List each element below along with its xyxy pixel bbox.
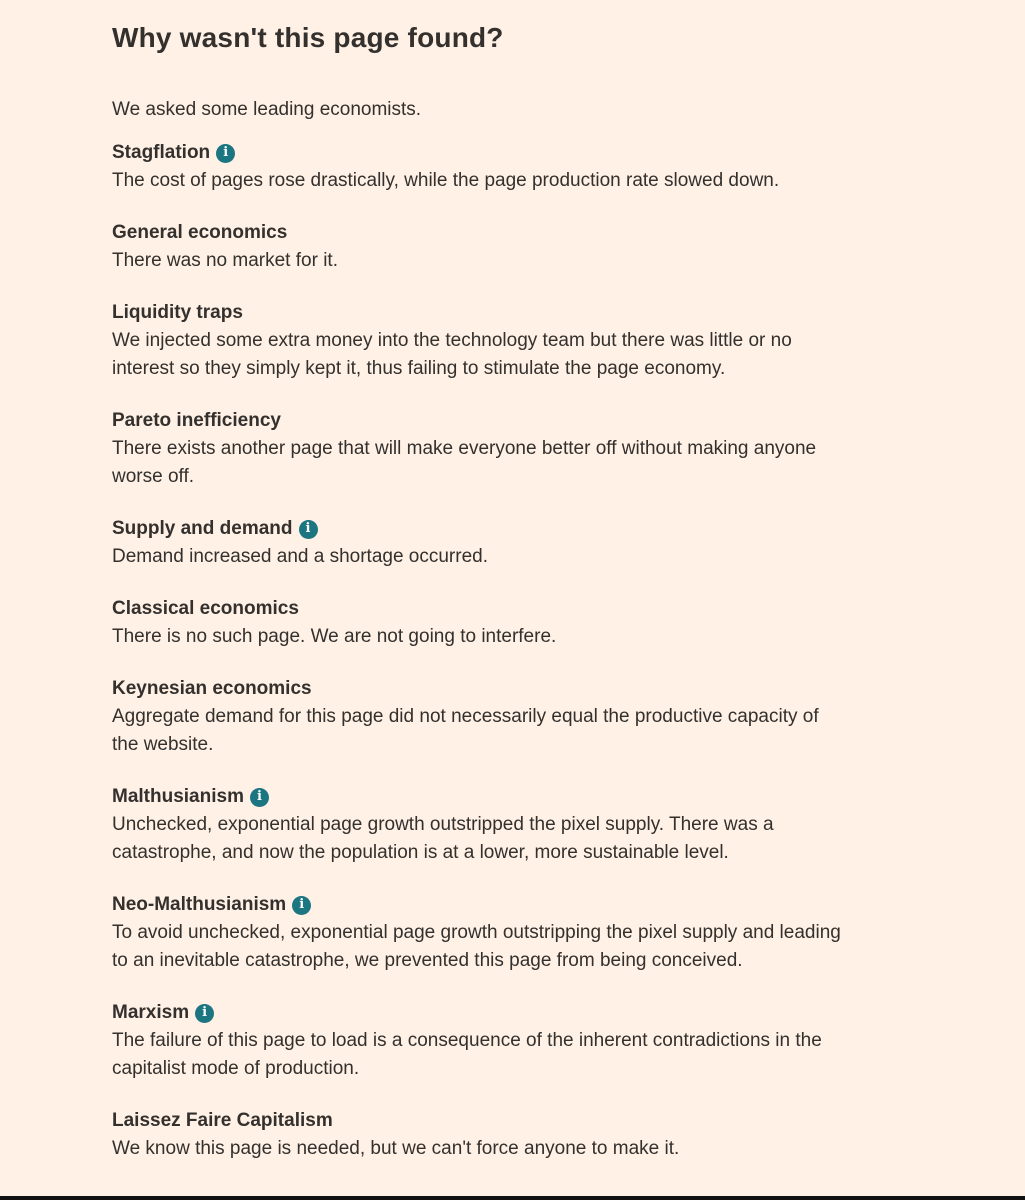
main-content [112, 20, 842, 1187]
entry-heading-text: Malthusianism [112, 786, 244, 807]
entry-heading [112, 595, 842, 623]
entry-body: We injected some extra money into the technology team but there was little or no interest so they simply kept it, thus failing to stimulate the page economy. [112, 330, 792, 379]
entry-heading-text: Neo-Malthusianism [112, 894, 287, 915]
entry-heading [112, 783, 842, 811]
page-title: Why wasn't this page found? [112, 22, 504, 53]
entry-heading [112, 139, 842, 167]
entry-body: We know this page is needed, but we can't force anyone to make it. [112, 1138, 680, 1159]
entry-heading [112, 219, 842, 247]
entry-heading-text: Pareto inefficiency [112, 410, 281, 431]
entry-body: Unchecked, exponential page growth outstripped the pixel supply. There was a catastrophe, and now the population is at a lower, more sustainable level. [112, 814, 774, 863]
entry-heading [112, 999, 842, 1027]
list-item-general-economics [112, 219, 842, 275]
list-item-keynesian-economics [112, 675, 842, 759]
entry-body: The cost of pages rose drastically, while the page production rate slowed down. [112, 170, 780, 191]
entry-heading [112, 1107, 842, 1135]
entry-body: There was no market for it. [112, 250, 338, 271]
entry-body: There is no such page. We are not going to interfere. [112, 626, 557, 647]
list-item-supply-and-demand [112, 515, 842, 571]
entry-heading-text: Liquidity traps [112, 302, 243, 323]
entry-heading-text: Laissez Faire Capitalism [112, 1110, 333, 1131]
entry-heading [112, 407, 842, 435]
info-icon[interactable]: i [250, 788, 269, 807]
info-icon[interactable]: i [195, 1004, 214, 1023]
list-item-laissez-faire-capitalism [112, 1107, 842, 1163]
entry-heading [112, 675, 842, 703]
list-item-liquidity-traps [112, 299, 842, 383]
bottom-edge-bar [0, 1196, 1025, 1200]
entry-body: There exists another page that will make everyone better off without making anyone worse off. [112, 438, 817, 487]
entry-heading [112, 891, 842, 919]
entry-heading-text: Keynesian economics [112, 678, 312, 699]
list-item-classical-economics [112, 595, 842, 651]
info-icon[interactable]: i [299, 520, 318, 539]
entry-heading-text: Supply and demand [112, 518, 293, 539]
entry-heading [112, 299, 842, 327]
entry-heading-text: Stagflation [112, 142, 211, 163]
list-item-marxism [112, 999, 842, 1083]
entry-body: The failure of this page to load is a consequence of the inherent contradictions in the capitalist mode of production. [112, 1030, 822, 1079]
entry-body: Aggregate demand for this page did not necessarily equal the productive capacity of the website. [112, 706, 819, 755]
list-item-pareto-inefficiency [112, 407, 842, 491]
entry-heading-text: Classical economics [112, 598, 299, 619]
list-item-neo-malthusianism [112, 891, 842, 975]
entry-body: To avoid unchecked, exponential page growth outstripping the pixel supply and leading to an inevitable catastrophe, we prevented this page from being conceived. [112, 922, 841, 971]
info-icon[interactable]: i [216, 144, 235, 163]
entry-heading [112, 515, 842, 543]
list-item-malthusianism [112, 783, 842, 867]
info-icon[interactable]: i [292, 896, 311, 915]
list-item-stagflation [112, 139, 842, 195]
entry-heading-text: General economics [112, 222, 288, 243]
entry-heading-text: Marxism [112, 1002, 190, 1023]
economist-explanations-list [112, 139, 842, 1163]
entry-body: Demand increased and a shortage occurred. [112, 546, 489, 567]
intro-text: We asked some leading economists. [112, 99, 422, 120]
